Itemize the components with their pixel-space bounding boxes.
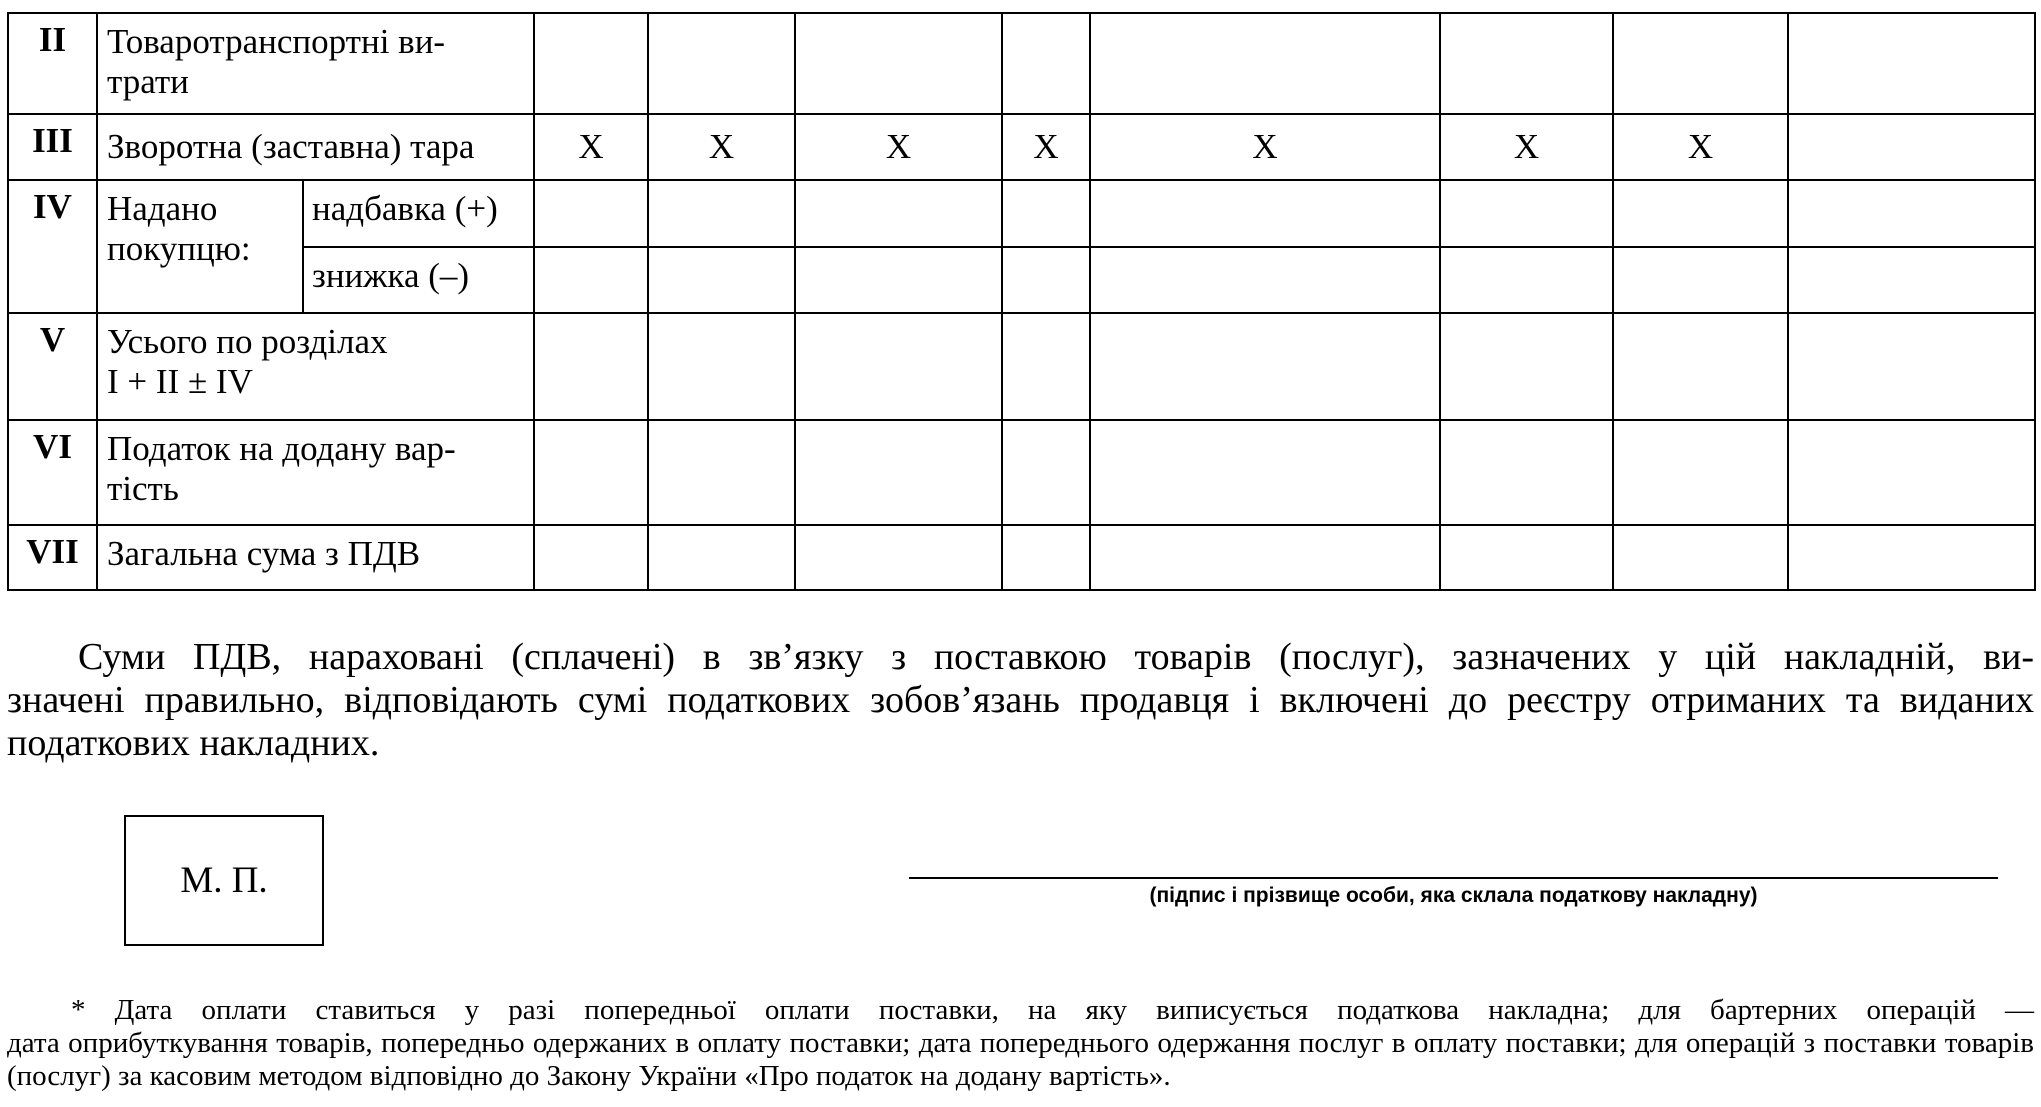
x-mark: X — [534, 114, 648, 180]
table-row — [8, 180, 2035, 247]
table-cell — [1440, 525, 1613, 590]
table-cell — [1090, 13, 1440, 114]
table-cell — [1613, 13, 1788, 114]
row-number: V — [8, 313, 97, 420]
table-cell — [795, 247, 1002, 313]
table-row — [8, 525, 2035, 590]
table-cell — [1002, 525, 1090, 590]
table-cell — [1090, 313, 1440, 420]
table-cell — [648, 525, 795, 590]
subrow-label: знижка (–) — [303, 247, 534, 313]
row-number: VI — [8, 420, 97, 525]
row-label: Товаротранспортні ви- трати — [97, 13, 534, 114]
row-number: II — [8, 13, 97, 114]
table-row — [8, 114, 2035, 180]
row-label: Податок на додану вар- тість — [97, 420, 534, 525]
stamp-label: М. П. — [180, 860, 268, 901]
footnote-line: дата оприбуткування товарів, попередньо одержаних в оплату поставки; дата попереднього одержання послуг в оплату поставки; для операцій з поставки товарів (послуг) за касовим методом відповідно до Закону України «Про податок на додану вартість». — [7, 1027, 2034, 1092]
table-cell — [534, 180, 648, 247]
table-cell — [795, 420, 1002, 525]
table-cell — [1440, 180, 1613, 247]
row-number: IV — [8, 180, 97, 313]
table-cell — [648, 313, 795, 420]
table-cell — [1002, 247, 1090, 313]
table-cell — [1788, 313, 2035, 420]
table-cell — [534, 13, 648, 114]
table-cell — [534, 313, 648, 420]
paragraph-line: значені правильно, відповідають сумі податкових зобов’язань продавця і включені до реєстру отриманих та виданих податкових накладних. — [7, 679, 2034, 764]
row-label-line: Усього по розділах — [107, 322, 388, 361]
row-label-line: I + II ± IV — [107, 362, 253, 401]
row-label: Надано покупцю: — [97, 180, 303, 313]
row-label — [97, 313, 534, 420]
table-cell — [648, 180, 795, 247]
row-label: Зворотна (заставна) тара — [97, 114, 534, 180]
table-cell — [795, 525, 1002, 590]
table-cell — [534, 525, 648, 590]
table-cell — [648, 247, 795, 313]
table-cell — [795, 313, 1002, 420]
table-cell — [795, 180, 1002, 247]
table-cell — [648, 13, 795, 114]
table-cell — [1788, 247, 2035, 313]
table-cell — [534, 247, 648, 313]
row-number: VII — [8, 525, 97, 590]
table-cell — [795, 13, 1002, 114]
table-cell — [1002, 313, 1090, 420]
table-cell — [1788, 13, 2035, 114]
x-mark: X — [1090, 114, 1440, 180]
table-row — [8, 13, 2035, 114]
table-cell — [648, 420, 795, 525]
table-cell — [1440, 420, 1613, 525]
table-cell — [1788, 420, 2035, 525]
table-cell — [1613, 313, 1788, 420]
signature-line — [909, 877, 1998, 879]
table-cell — [1788, 114, 2035, 180]
x-mark: X — [1440, 114, 1613, 180]
table-cell — [1002, 13, 1090, 114]
invoice-table — [7, 12, 2036, 591]
footnote — [7, 994, 2034, 1093]
table-cell — [1090, 420, 1440, 525]
table-cell — [1440, 247, 1613, 313]
table-cell — [1002, 420, 1090, 525]
table-row — [8, 247, 2035, 313]
table-cell — [1613, 247, 1788, 313]
x-mark: X — [648, 114, 795, 180]
subrow-label: надбавка (+) — [303, 180, 534, 247]
vat-statement-paragraph — [7, 636, 2034, 765]
paragraph-line: Суми ПДВ, нараховані (сплачені) в зв’язку з поставкою товарів (послуг), зазначених у цій накладній, ви- — [78, 636, 2034, 678]
x-mark: X — [1002, 114, 1090, 180]
table-cell — [1788, 180, 2035, 247]
signature-caption: (підпис і прізвище особи, яка склала податкову накладну) — [1149, 884, 1758, 907]
row-label: Загальна сума з ПДВ — [97, 525, 534, 590]
table-row — [8, 420, 2035, 525]
table-row — [8, 313, 2035, 420]
x-mark: X — [1613, 114, 1788, 180]
table-cell — [1613, 180, 1788, 247]
table-cell — [1440, 13, 1613, 114]
table-cell — [1613, 420, 1788, 525]
footnote-line: * Дата оплати ставиться у разі попередньої оплати поставки, на яку виписується податкова накладна; для бартерних операцій — — [71, 994, 2034, 1026]
table-cell — [534, 420, 648, 525]
table-cell — [1002, 180, 1090, 247]
table-cell — [1613, 525, 1788, 590]
table-cell — [1090, 180, 1440, 247]
table-cell — [1090, 525, 1440, 590]
table-cell — [1788, 525, 2035, 590]
table-cell — [1090, 247, 1440, 313]
stamp-box — [124, 815, 324, 946]
row-number: III — [8, 114, 97, 180]
x-mark: X — [795, 114, 1002, 180]
table-cell — [1440, 313, 1613, 420]
